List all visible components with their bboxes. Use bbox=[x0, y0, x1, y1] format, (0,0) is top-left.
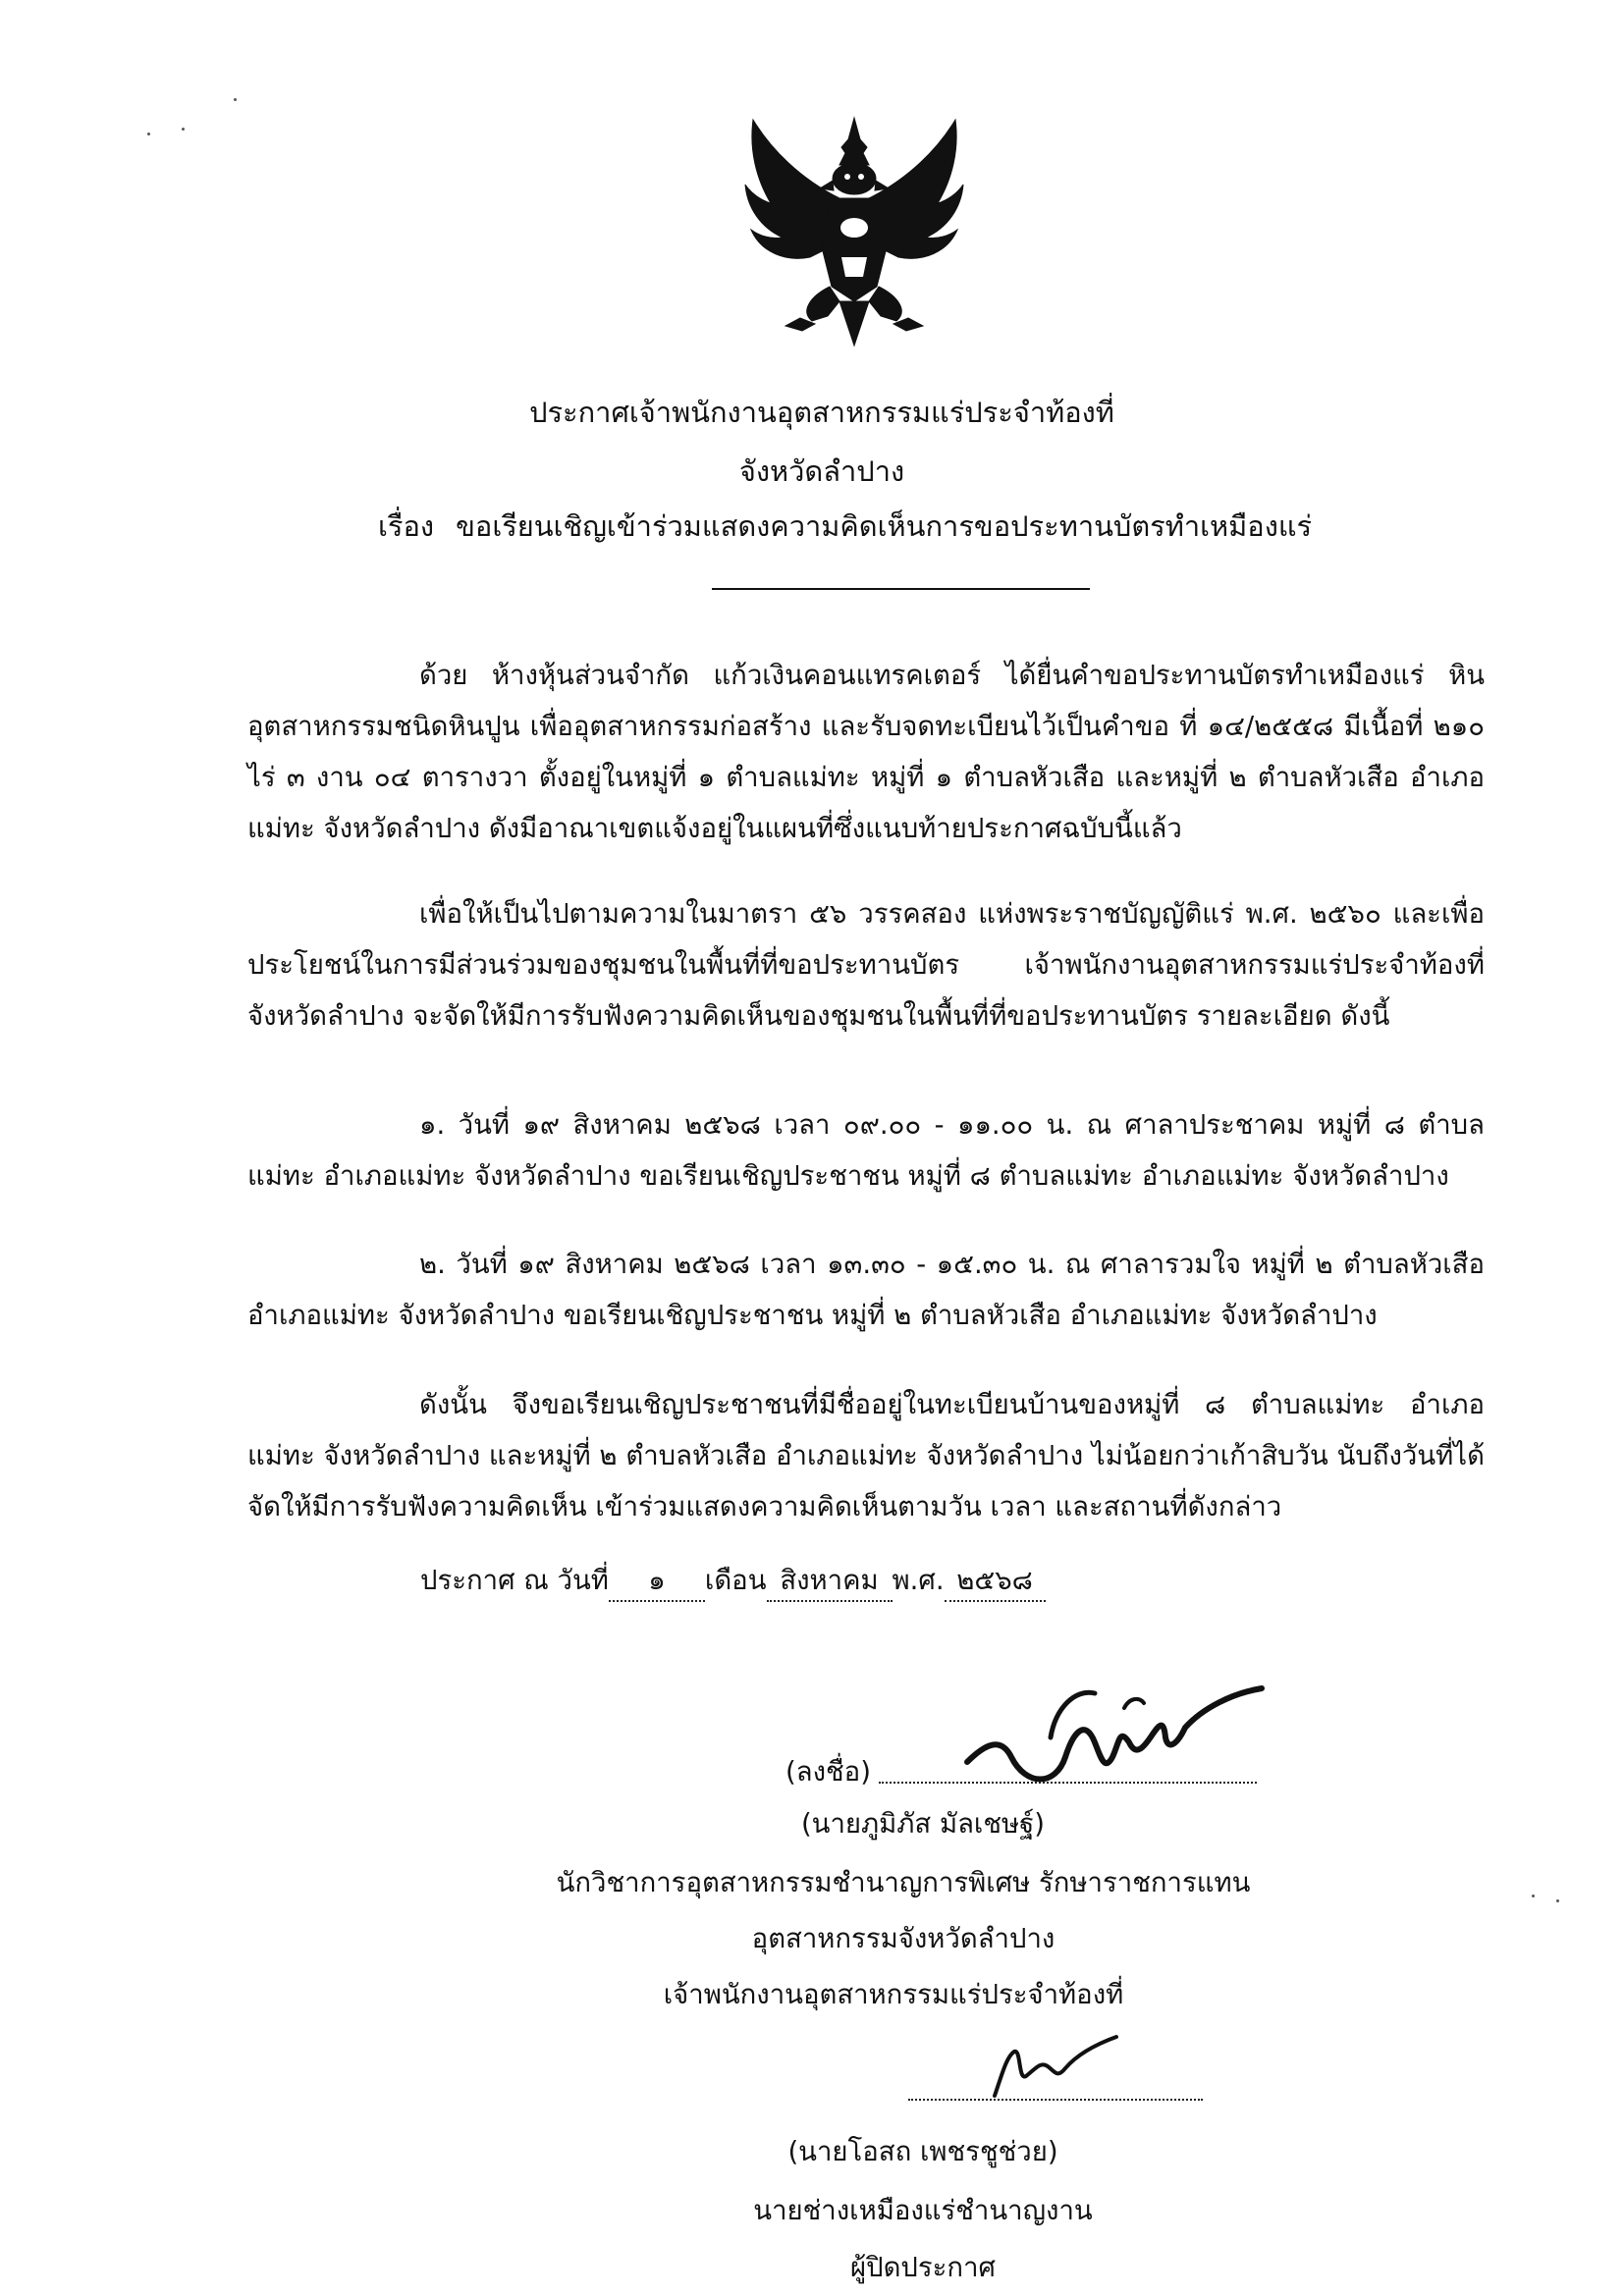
date-prefix: ประกาศ ณ วันที่ bbox=[420, 1565, 609, 1596]
paragraph-2-text: เพื่อให้เป็นไปตามความในมาตรา ๕๖ วรรคสอง แห่งพระราชบัญญัติแร่ พ.ศ. ๒๕๖๐ และเพื่อประโยชน์ในการมีส่วนร่วมของชุมชนในพื้นที่ที่ขอประทานบัตร เจ้าพนักงานอุตสาหกรรมแร่ประจำท้องที่จังหวัดลำปาง จะจัดให้มีการรับฟังความคิดเห็นของชุมชนในพื้นที่ที่ขอประทานบัตร รายละเอียด ดังนี้ bbox=[247, 898, 1485, 1032]
scan-speck bbox=[1532, 1895, 1535, 1897]
subject-text: ขอเรียนเชิญเข้าร่วมแสดงความคิดเห็นการขอประทานบัตรทำเหมืองแร่ bbox=[456, 509, 1313, 543]
garuda-emblem-icon bbox=[731, 110, 977, 355]
signer-1-position-3: เจ้าพนักงานอุตสาหกรรมแร่ประจำท้องที่ bbox=[663, 1979, 1124, 2010]
signer-2-name: (นายโอสถ เพชรชูช่วย) bbox=[787, 2136, 1058, 2167]
sign-label: (ลงชื่อ) bbox=[785, 1756, 871, 1788]
signer-1-name: (นายภูมิภัส มัลเชษฐ์) bbox=[800, 1808, 1046, 1840]
province-title: จังหวัดลำปาง bbox=[738, 454, 905, 488]
signature-2-line bbox=[908, 2099, 1203, 2101]
paragraph-2 bbox=[247, 888, 1485, 1041]
signer-1-position-1: นักวิชาการอุตสาหกรรมชำนาญการพิเศษ รักษาราชการแทน bbox=[556, 1867, 1251, 1898]
announcement-title: ประกาศเจ้าพนักงานอุตสาหกรรมแร่ประจำท้องที่ bbox=[529, 396, 1114, 429]
subject-line bbox=[378, 507, 1312, 546]
signature-2-image bbox=[987, 2027, 1124, 2106]
paragraph-3 bbox=[247, 1379, 1485, 1532]
date-day: ๑ bbox=[609, 1561, 705, 1602]
paragraph-1-text: ด้วย ห้างหุ้นส่วนจำกัด แก้วเงินคอนแทรคเตอร์ ได้ยื่นคำขอประทานบัตรทำเหมืองแร่ หินอุตสาหกรรมชนิดหินปูน เพื่ออุตสาหกรรมก่อสร้าง และรับจดทะเบียนไว้เป็นคำขอ ที่ ๑๔/๒๕๕๘ มีเนื้อที่ ๒๑๐ ไร่ ๓ งาน ๐๔ ตารางวา ตั้งอยู่ในหมู่ที่ ๑ ตำบลแม่ทะ หมู่ที่ ๑ ตำบลหัวเสือ และหมู่ที่ ๒ ตำบลหัวเสือ อำเภอแม่ทะ จังหวัดลำปาง ดังมีอาณาเขตแจ้งอยู่ในแผนที่ซึ่งแนบท้ายประกาศฉบับนี้แล้ว bbox=[247, 660, 1485, 844]
date-month: สิงหาคม bbox=[767, 1561, 893, 1602]
announcement-date bbox=[420, 1561, 1046, 1602]
list-item-2-text: ๒. วันที่ ๑๙ สิงหาคม ๒๕๖๘ เวลา ๑๓.๓๐ - ๑๕.๓๐ น. ณ ศาลารวมใจ หมู่ที่ ๒ ตำบลหัวเสือ อำเภอแม่ทะ จังหวัดลำปาง ขอเรียนเชิญประชาชน หมู่ที่ ๒ ตำบลหัวเสือ อำเภอแม่ทะ จังหวัดลำปาง bbox=[247, 1249, 1485, 1331]
date-month-label: เดือน bbox=[704, 1565, 767, 1596]
signature-1-line bbox=[879, 1782, 1257, 1784]
scan-speck bbox=[1556, 1899, 1559, 1902]
date-year: ๒๕๖๘ bbox=[945, 1561, 1046, 1602]
list-item-2 bbox=[247, 1239, 1485, 1341]
paragraph-3-text: ดังนั้น จึงขอเรียนเชิญประชาชนที่มีชื่ออยู่ในทะเบียนบ้านของหมู่ที่ ๘ ตำบลแม่ทะ อำเภอแม่ทะ จังหวัดลำปาง และหมู่ที่ ๒ ตำบลหัวเสือ อำเภอแม่ทะ จังหวัดลำปาง ไม่น้อยกว่าเก้าสิบวัน นับถึงวันที่ได้จัดให้มีการรับฟังความคิดเห็น เข้าร่วมแสดงความคิดเห็นตามวัน เวลา และสถานที่ดังกล่าว bbox=[247, 1389, 1485, 1522]
signer-2-position: นายช่างเหมืองแร่ชำนาญงาน bbox=[753, 2195, 1093, 2226]
date-year-label: พ.ศ. bbox=[892, 1565, 945, 1596]
list-item-1-text: ๑. วันที่ ๑๙ สิงหาคม ๒๕๖๘ เวลา ๐๙.๐๐ - ๑๑.๐๐ น. ณ ศาลาประชาคม หมู่ที่ ๘ ตำบลแม่ทะ อำเภอแม่ทะ จังหวัดลำปาง ขอเรียนเชิญประชาชน หมู่ที่ ๘ ตำบลแม่ทะ อำเภอแม่ทะ จังหวัดลำปาง bbox=[247, 1109, 1485, 1192]
list-item-1 bbox=[247, 1099, 1485, 1201]
scan-speck bbox=[182, 128, 185, 131]
subject-label: เรื่อง bbox=[378, 509, 435, 543]
signer-2-role: ผู้ปิดประกาศ bbox=[850, 2252, 996, 2283]
scan-speck bbox=[234, 98, 237, 101]
title-divider bbox=[712, 588, 1090, 590]
paragraph-1 bbox=[247, 650, 1485, 854]
scan-speck bbox=[147, 133, 150, 135]
signer-1-position-2: อุตสาหกรรมจังหวัดลำปาง bbox=[751, 1923, 1056, 1954]
